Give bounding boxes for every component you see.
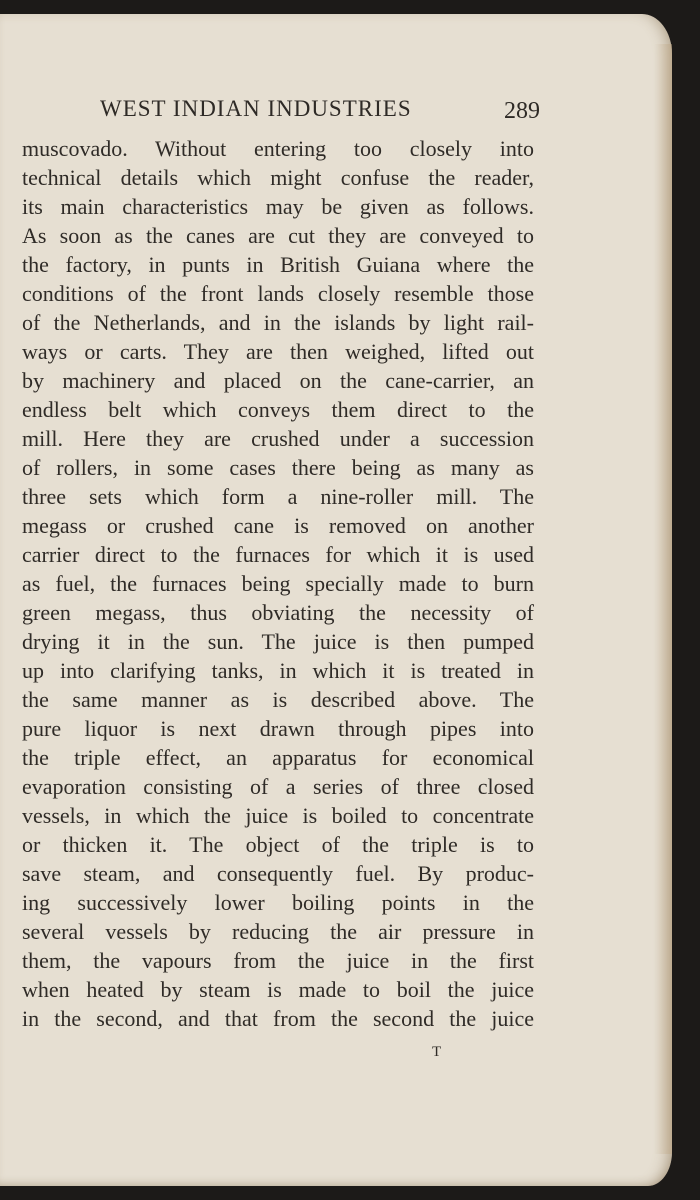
text-line: up into clarifying tanks, in which it is treated in	[22, 658, 534, 683]
text-line: when heated by steam is made to boil the juice	[22, 977, 534, 1002]
text-line: the triple effect, an apparatus for economical	[22, 745, 534, 770]
text-line: in the second, and that from the second the juice	[22, 1006, 534, 1031]
text-line: the same manner as is described above. The	[22, 687, 534, 712]
text-line: green megass, thus obviating the necessity of	[22, 600, 534, 625]
text-line: evaporation consisting of a series of three closed	[22, 774, 534, 799]
text-line: muscovado. Without entering too closely into	[22, 136, 534, 161]
text-line: three sets which form a nine-roller mill. The	[22, 484, 534, 509]
page-header	[100, 94, 540, 128]
text-line: technical details which might confuse the reader,	[22, 165, 534, 190]
text-line: or thicken it. The object of the triple is to	[22, 832, 534, 857]
text-line: vessels, in which the juice is boiled to concentrate	[22, 803, 534, 828]
text-line: its main characteristics may be given as follows.	[22, 194, 534, 219]
text-line: several vessels by reducing the air pressure in	[22, 919, 534, 944]
text-line: them, the vapours from the juice in the first	[22, 948, 534, 973]
text-line: drying it in the sun. The juice is then pumped	[22, 629, 534, 654]
signature-mark: T	[432, 1044, 442, 1060]
text-line: endless belt which conveys them direct to the	[22, 397, 534, 422]
text-line: megass or crushed cane is removed on another	[22, 513, 534, 538]
running-head: WEST INDIAN INDUSTRIES	[100, 96, 412, 121]
text-line: by machinery and placed on the cane-carrier, an	[22, 368, 534, 393]
book-page	[0, 14, 672, 1186]
text-line: pure liquor is next drawn through pipes into	[22, 716, 534, 741]
text-line: carrier direct to the furnaces for which it is used	[22, 542, 534, 567]
body-text	[22, 134, 534, 1033]
text-line: ways or carts. They are then weighed, lifted out	[22, 339, 534, 364]
page-number: 289	[504, 98, 540, 124]
text-line: mill. Here they are crushed under a succession	[22, 426, 534, 451]
text-line: save steam, and consequently fuel. By produc-	[22, 861, 534, 886]
text-line: conditions of the front lands closely resemble those	[22, 281, 534, 306]
text-line: ing successively lower boiling points in the	[22, 890, 534, 915]
text-line: of rollers, in some cases there being as many as	[22, 455, 534, 480]
text-line: the factory, in punts in British Guiana where the	[22, 252, 534, 277]
text-line: As soon as the canes are cut they are conveyed to	[22, 223, 534, 248]
text-line: as fuel, the furnaces being specially made to burn	[22, 571, 534, 596]
page-edge-shadow	[654, 44, 672, 1154]
text-line: of the Netherlands, and in the islands by light rail-	[22, 310, 534, 335]
